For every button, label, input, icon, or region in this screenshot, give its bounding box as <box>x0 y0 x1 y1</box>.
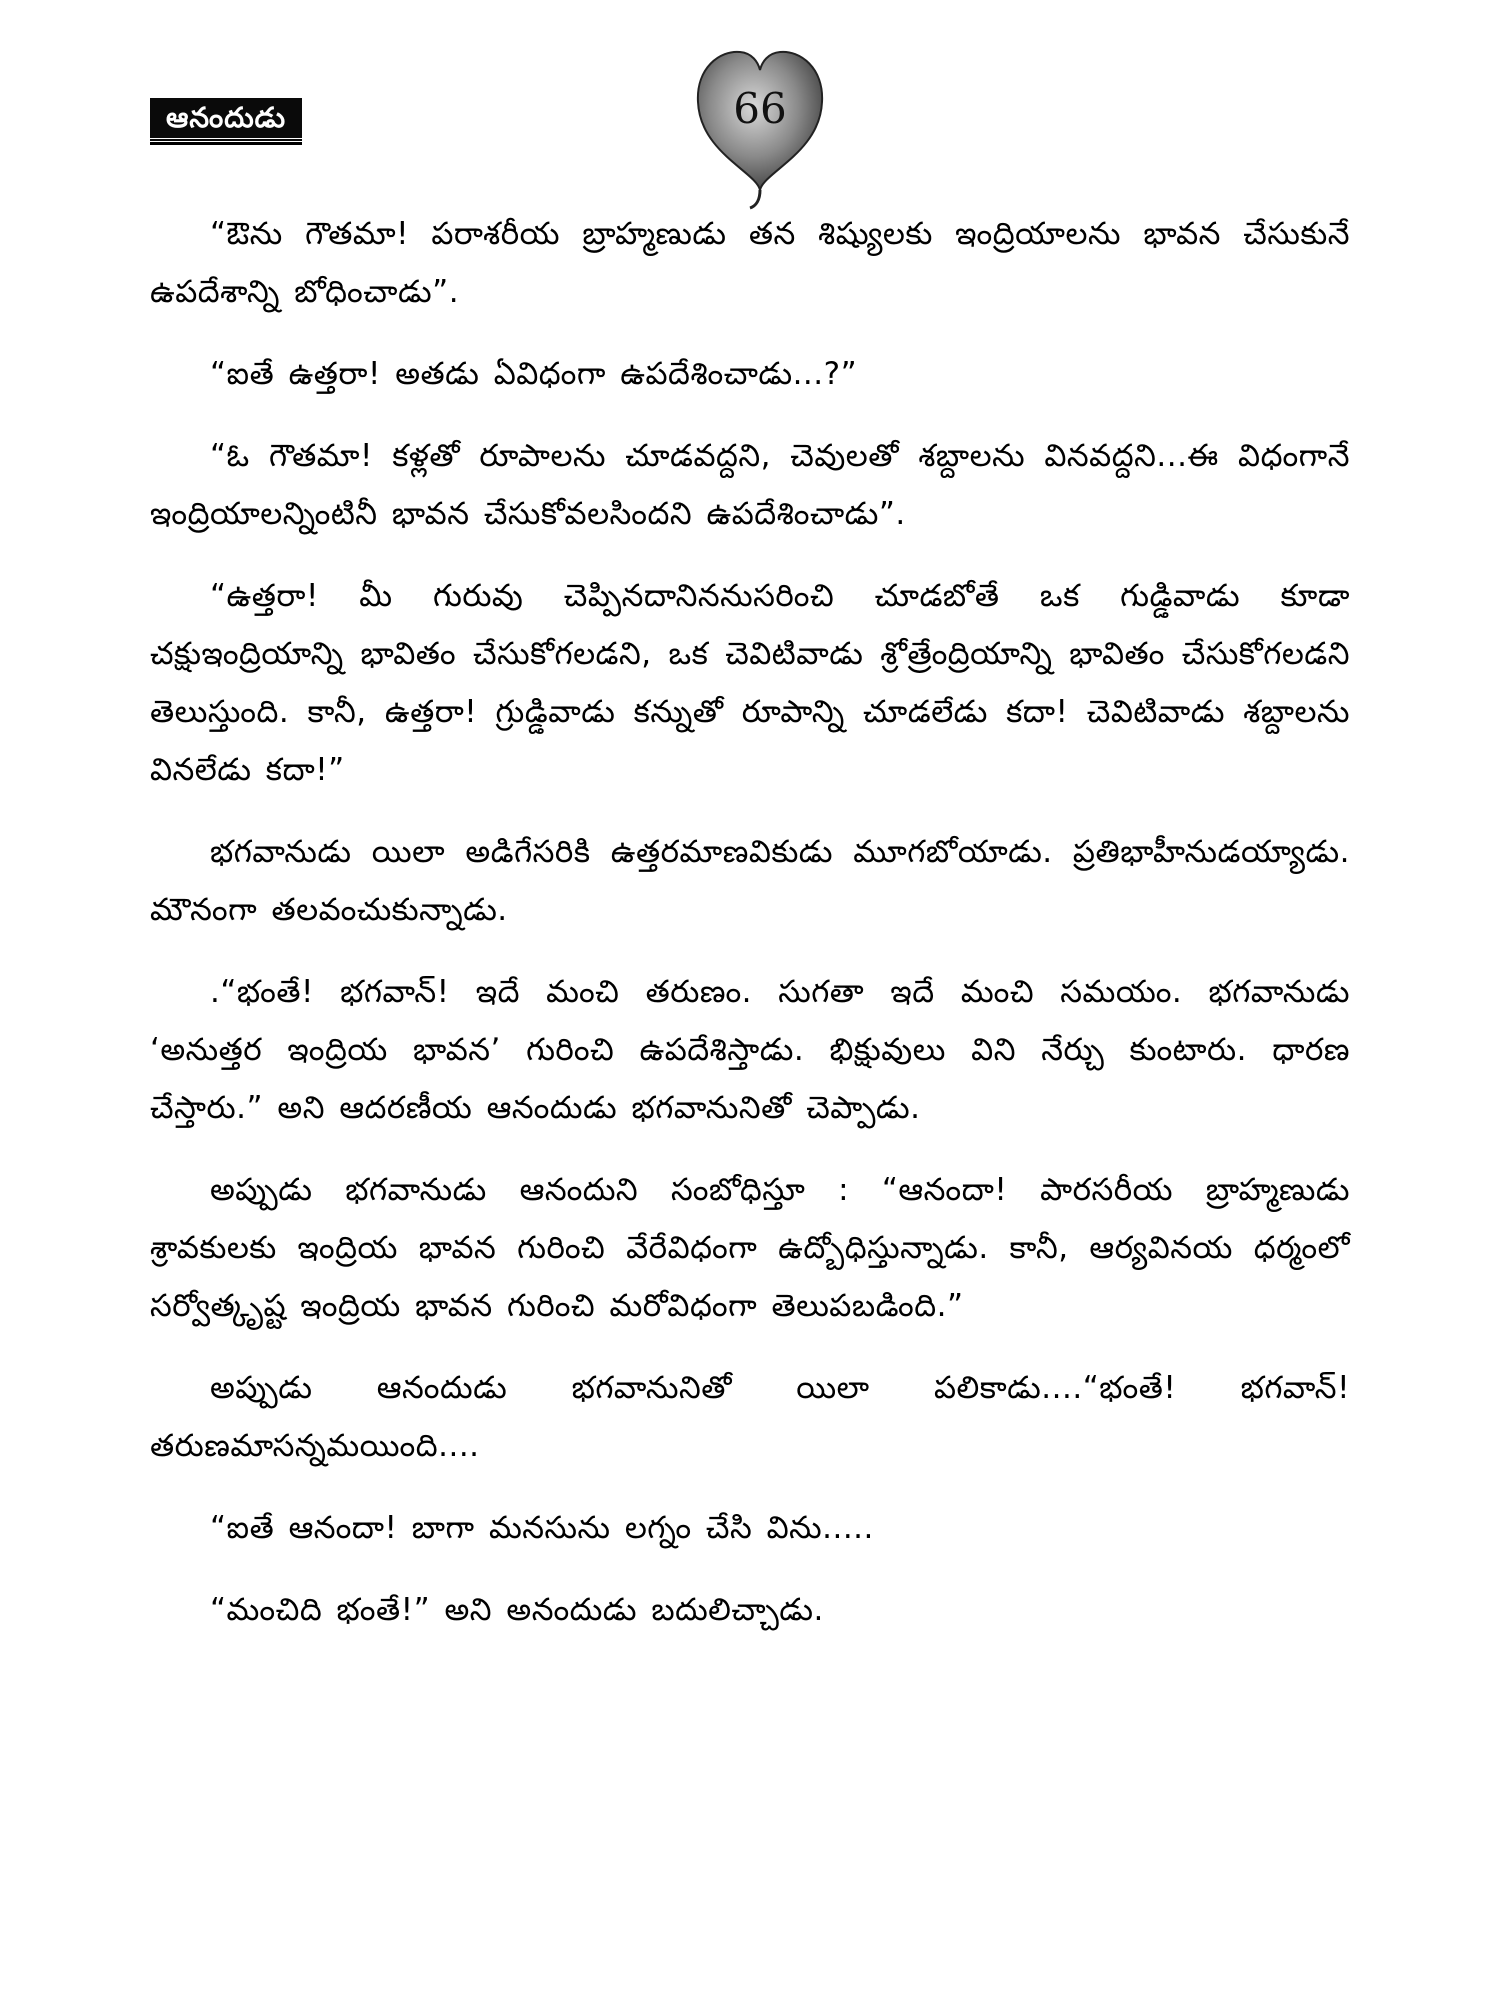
paragraph-2: “ఐతే ఉత్తరా! అతడు ఏవిధంగా ఉపదేశించాడు...?” <box>210 356 858 392</box>
paragraph-5: భగవానుడు యిలా అడిగేసరికి ఉత్తరమాణవికుడు మూగబోయాడు. ప్రతిభాహీనుడయ్యాడు. మౌనంగా తలవంచుకున్నాడు. <box>150 834 1350 928</box>
paragraph-10: “మంచిది భంతే!” అని అనందుడు బదులిచ్చాడు. <box>210 1592 824 1628</box>
paragraph-6: .“భంతే! భగవాన్! ఇదే మంచి తరుణం. సుగతా ఇదే మంచి సమయం. భగవానుడు ‘అనుత్తర ఇంద్రియ భావన’ గురించి ఉపదేశిస్తాడు. భిక్షువులు విని నేర్చు కుంటారు. ధారణ చేస్తారు.” అని ఆదరణీయ ఆనందుడు భగవానునితో చెప్పాడు. <box>150 974 1350 1126</box>
paragraph-4: “ఉత్తరా! మీ గురువు చెప్పినదానిననుసరించి చూడబోతే ఒక గుడ్డివాడు కూడా చక్షుఇంద్రియాన్ని భావితం చేసుకోగలడని, ఒక చెవిటివాడు శ్రోత్రేంద్రియాన్ని భావితం చేసుకోగలడని తెలుస్తుంది. కానీ, ఉత్తరా! గ్రుడ్డివాడు కన్నుతో రూపాన్ని చూడలేడు కదా! చెవిటివాడు శబ్దాలను వినలేడు కదా!” <box>150 578 1350 788</box>
page-number: 66 <box>733 84 787 133</box>
page-number-badge <box>690 40 830 210</box>
running-header-book-title: ఆనందుడు <box>150 98 302 142</box>
paragraph-8: అప్పుడు ఆనందుడు భగవానునితో యిలా పలికాడు....“భంతే! భగవాన్! తరుణమాసన్నమయింది.... <box>150 1370 1350 1464</box>
body-text <box>150 205 1350 1663</box>
paragraph-9: “ఐతే ఆనందా! బాగా మనసును లగ్నం చేసి విను..... <box>210 1510 874 1546</box>
paragraph-3: “ఓ గౌతమా! కళ్లతో రూపాలను చూడవద్దని, చెవులతో శబ్దాలను వినవద్దని...ఈ విధంగానే ఇంద్రియాలన్నింటినీ భావన చేసుకోవలసిందని ఉపదేశించాడు”. <box>150 438 1350 532</box>
paragraph-1: “ఔను గౌతమా! పరాశరీయ బ్రాహ్మణుడు తన శిష్యులకు ఇంద్రియాలను భావన చేసుకునే ఉపదేశాన్ని బోధించాడు”. <box>150 216 1350 310</box>
paragraph-7: అప్పుడు భగవానుడు ఆనందుని సంబోధిస్తూ : “ఆనందా! పారసరీయ బ్రాహ్మణుడు శ్రావకులకు ఇంద్రియ భావన గురించి వేరేవిధంగా ఉద్బోధిస్తున్నాడు. కానీ, ఆర్యవినయ ధర్మంలో సర్వోత్కృష్ట ఇంద్రియ భావన గురించి మరోవిధంగా తెలుపబడింది.” <box>150 1172 1350 1324</box>
